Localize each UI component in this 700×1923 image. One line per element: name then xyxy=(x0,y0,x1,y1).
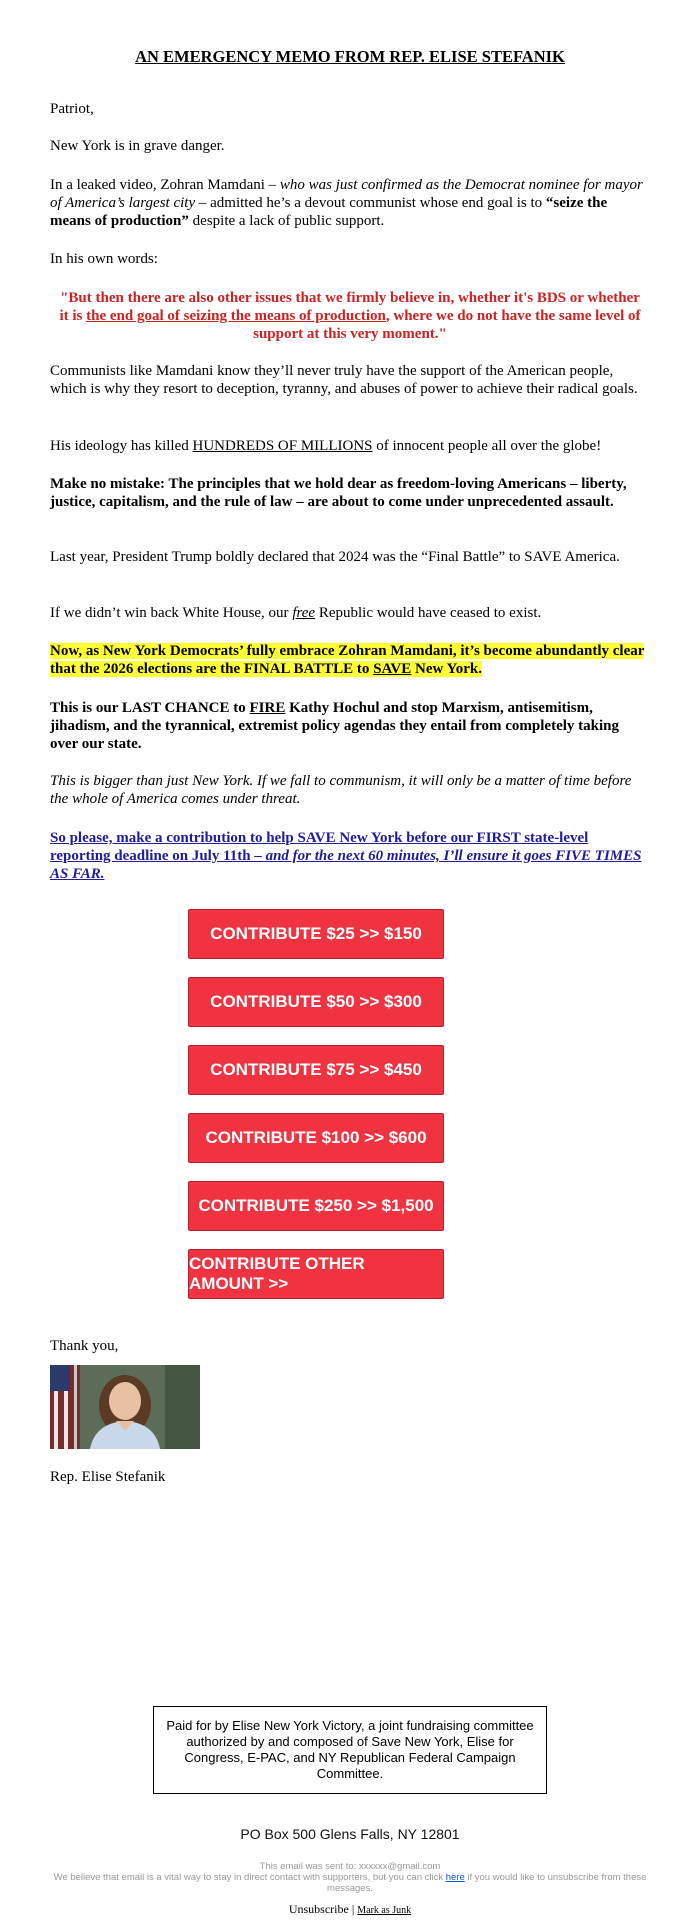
italic-underlined-span: free xyxy=(292,605,316,621)
paragraph-free-republic xyxy=(50,604,650,622)
highlight-text: Now, as New York Democrats’ fully embrace Zohran Mamdani, it’s become abundantly clear that the 2026 elections are the FINAL BATTLE to xyxy=(50,643,645,677)
contribute-other-button[interactable]: CONTRIBUTE OTHER AMOUNT >> xyxy=(188,1249,444,1299)
text-span: of innocent people all over the globe! xyxy=(372,438,602,454)
underlined-span: FIRE xyxy=(249,700,286,716)
text-span: – admitted he’s a devout communist whose end goal is to xyxy=(195,195,546,211)
unsubscribe-here-link[interactable]: here xyxy=(445,1872,465,1883)
text-span: Republic would have ceased to exist. xyxy=(315,605,542,621)
signature-name: Rep. Elise Stefanik xyxy=(50,1469,166,1485)
paid-for-disclaimer: Paid for by Elise New York Victory, a joint fundraising committee authorized by and composed of Save New York, Elise for Congress, E-PAC, and NY Republican Federal Campaign Committee. xyxy=(153,1706,547,1794)
paragraph-leaked-video xyxy=(50,176,650,230)
paragraph-communists: Communists like Mamdani know they’ll never truly have the support of the American people, which is why they resort to deception, tyranny, and abuses of power to achieve their radical goals. xyxy=(50,363,638,397)
contribute-75-button[interactable]: CONTRIBUTE $75 >> $450 xyxy=(188,1045,444,1095)
paragraph-bigger: This is bigger than just New York. If we fall to communism, it will only be a matter of time before the whole of America comes under threat. xyxy=(50,773,632,807)
paragraph-own-words: In his own words: xyxy=(50,251,158,267)
sent-to-notice: This email was sent to: xxxxxx@gmail.com xyxy=(259,1861,441,1872)
bold-span: “seize the means of production” xyxy=(50,195,608,229)
contribute-link[interactable] xyxy=(50,829,650,883)
paragraph-grave-danger: New York is in grave danger. xyxy=(50,138,225,154)
paragraph-ideology xyxy=(50,437,650,455)
greeting: Patriot, xyxy=(50,101,94,117)
stefanik-photo xyxy=(50,1365,200,1449)
closing: Thank you, xyxy=(50,1338,119,1354)
note-text: We believe that email is a vital way to stay in direct contact with supporters, but you can click xyxy=(53,1872,446,1883)
unsubscribe-link[interactable]: Unsubscribe xyxy=(288,1902,349,1916)
paragraph-last-chance xyxy=(50,699,650,753)
highlight-underlined: SAVE xyxy=(373,661,412,677)
contribute-250-button[interactable]: CONTRIBUTE $250 >> $1,500 xyxy=(188,1181,444,1231)
link-text[interactable]: So please, make a contribution to help SAVE New York before our FIRST state-level reporting deadline on July 11th xyxy=(50,830,589,864)
link-text-italic[interactable]: – and for the next 60 minutes, I’ll ensure it goes FIVE TIMES AS FAR. xyxy=(50,848,642,882)
text-span: If we didn’t win back White House, our xyxy=(50,605,293,621)
contribute-100-button[interactable]: CONTRIBUTE $100 >> $600 xyxy=(188,1113,444,1163)
text-span: His ideology has killed xyxy=(50,438,193,454)
footer-links xyxy=(50,1902,650,1918)
paragraph-final-battle: Last year, President Trump boldly declared that 2024 was the “Final Battle” to SAVE America. xyxy=(50,549,620,565)
quote-text: "But then there are also other issues that we firmly believe in, whether it's BDS or whether it is xyxy=(59,290,640,324)
paragraph-highlighted xyxy=(50,642,650,678)
highlight-text: New York. xyxy=(411,661,482,677)
quote-underlined: the end goal of seizing the means of production xyxy=(86,308,386,324)
quote-text: , where we do not have the same level of support at this very moment." xyxy=(253,308,641,342)
text-span: In a leaked video, Zohran Mamdani – xyxy=(50,177,280,193)
underlined-span: HUNDREDS OF MILLIONS xyxy=(192,438,373,454)
note-text: if you would like to unsubscribe from these messages. xyxy=(327,1872,647,1894)
unsubscribe-note xyxy=(50,1872,650,1894)
mailing-address: PO Box 500 Glens Falls, NY 12801 xyxy=(240,1826,460,1842)
paragraph-make-no-mistake: Make no mistake: The principles that we hold dear as freedom-loving Americans – liberty, justice, capitalism, and the rule of law – are about to come under unprecedented assault. xyxy=(50,476,627,510)
memo-title: AN EMERGENCY MEMO FROM REP. ELISE STEFANIK xyxy=(135,47,565,66)
text-span: despite a lack of public support. xyxy=(188,213,385,229)
text-span: Kathy Hochul and stop Marxism, antisemitism, jihadism, and the tyrannical, extremist policy agendas they entail from completely taking over our state. xyxy=(50,700,620,752)
portrait-illustration xyxy=(50,1365,200,1449)
mark-as-junk-link[interactable]: Mark as Junk xyxy=(357,1905,412,1916)
contribute-50-button[interactable]: CONTRIBUTE $50 >> $300 xyxy=(188,977,444,1027)
link-separator: | xyxy=(351,1902,355,1916)
text-span: This is our LAST CHANCE to xyxy=(50,700,250,716)
mamdani-quote xyxy=(50,289,650,343)
contribute-25-button[interactable]: CONTRIBUTE $25 >> $150 xyxy=(188,909,444,959)
italic-span: who was just confirmed as the Democrat nominee for mayor of America’s largest city xyxy=(50,177,643,211)
